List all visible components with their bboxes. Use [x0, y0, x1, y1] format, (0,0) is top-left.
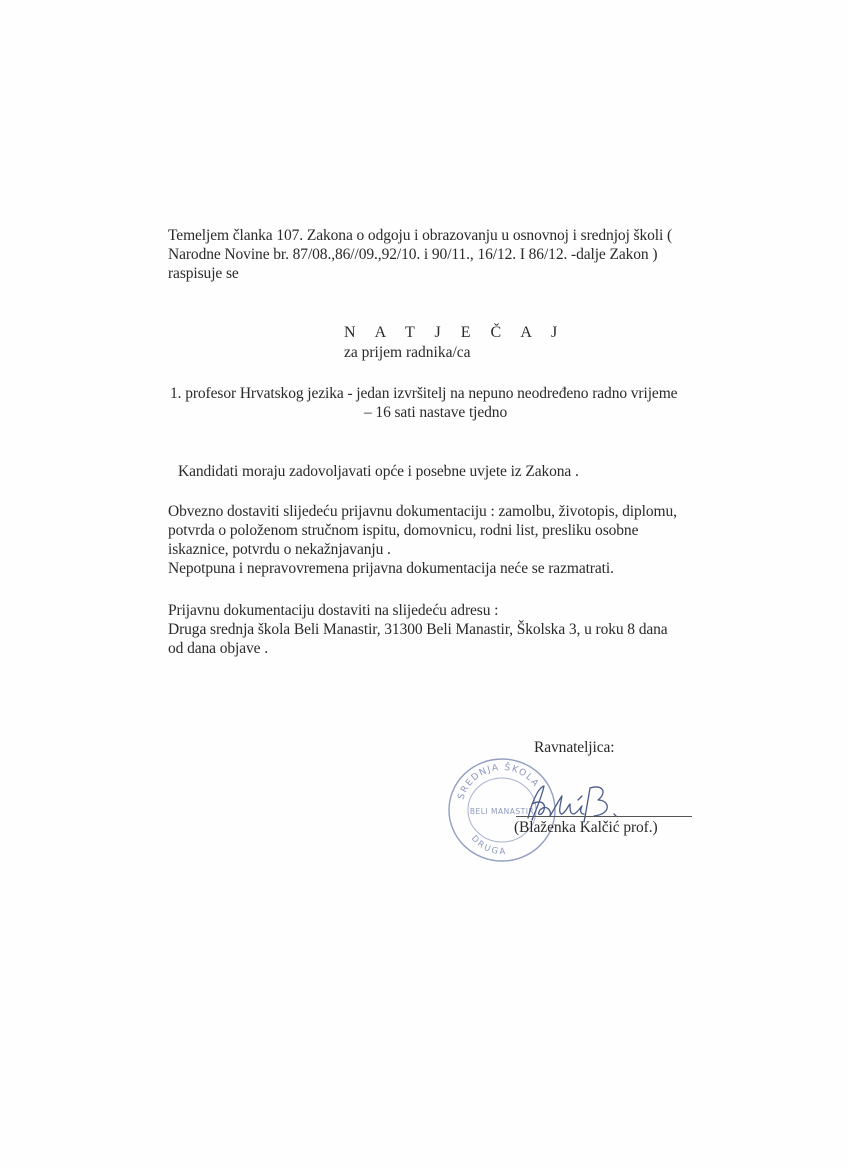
position-line-2: – 16 sati nastave tjedno [364, 404, 508, 421]
intro-line-3: raspisuje se [168, 265, 239, 282]
position-line-1: 1. profesor Hrvatskog jezika - jedan izvršitelj na nepuno neodređeno radno vrijeme [170, 385, 678, 402]
address-line-1: Prijavnu dokumentaciju dostaviti na slijedeću adresu : [168, 602, 499, 619]
address-line-2: Druga srednja škola Beli Manastir, 31300 Beli Manastir, Školska 3, u roku 8 dana [168, 621, 668, 638]
documents-line-3: iskaznice, potvrdu o nekažnjavanju . [168, 541, 391, 558]
conditions-text: Kandidati moraju zadovoljavati opće i posebne uvjete iz Zakona . [178, 463, 579, 480]
signature-role: Ravnateljica: [534, 739, 615, 756]
document-title: N A T J E Č A J [344, 324, 566, 341]
documents-line-2: potvrda o položenom stručnom ispitu, domovnicu, rodni list, presliku osobne [168, 522, 639, 539]
documents-line-4: Nepotpuna i nepravovremena prijavna dokumentacija neće se razmatrati. [168, 560, 614, 577]
document-subtitle: za prijem radnika/ca [344, 344, 471, 361]
stamp-text-bottom: DRUGA [468, 833, 508, 858]
intro-line-1: Temeljem članka 107. Zakona o odgoju i obrazovanju u osnovnoj i srednjoj školi ( [168, 227, 673, 244]
signature-name: (Blaženka Kalčić prof.) [514, 819, 658, 836]
intro-line-2: Narodne Novine br. 87/08.,86//09.,92/10. i 90/11., 16/12. I 86/12. -dalje Zakon ) [168, 246, 658, 263]
stamp-text-top: SREDNJA ŠKOLA [456, 762, 541, 802]
documents-line-1: Obvezno dostaviti slijedeću prijavnu dokumentaciju : zamolbu, životopis, diplomu, [168, 503, 677, 520]
stamp-text-center: BELI MANASTIR [469, 807, 535, 816]
address-line-3: od dana objave . [168, 640, 268, 657]
signature-line [516, 816, 692, 817]
